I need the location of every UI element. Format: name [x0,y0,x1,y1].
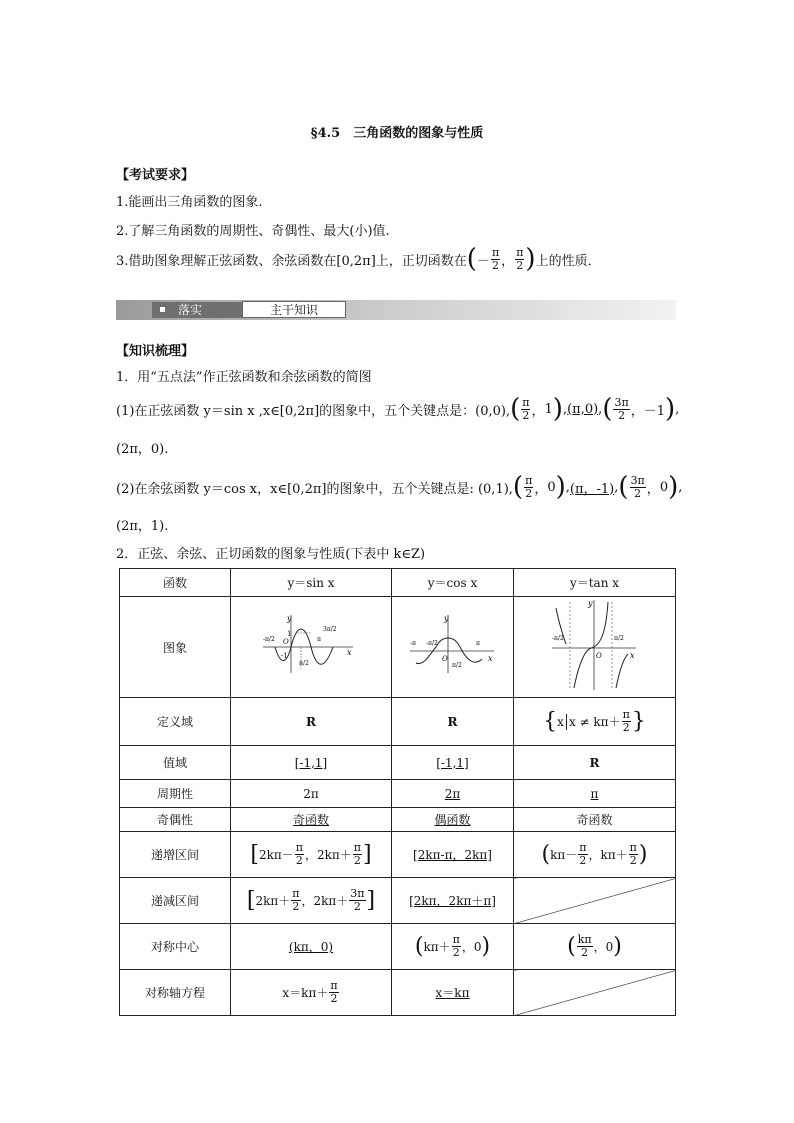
knowledge-item-1b-line2: (2π，1). [116,519,169,534]
axis-cos: x＝kπ [392,970,514,1016]
fraction-pi-2: $\frac{\pi}{2}$ [579,841,587,867]
bracket-close: ] [363,841,372,867]
fraction-pi-2: $\frac{\pi}{2}$ [629,841,637,867]
value-zero: 0 [659,479,669,495]
banner-bullet-icon [160,307,165,312]
knowledge-heading: 【知识梳理】 [116,344,195,359]
close-paren: ) [525,244,536,274]
cos-neg-pi-2-label: -π/2 [425,639,438,647]
fraction-pi-2: $\frac{\pi}{2}$ [525,473,533,500]
row-label-decreasing: 递减区间 [120,878,231,924]
period-sin: 2π [231,780,392,808]
banner-right: 主干知识 [242,301,346,318]
row-label-axis: 对称轴方程 [120,970,231,1016]
cos-y-label: y [443,613,449,623]
period-tan: π [514,780,676,808]
sin-neg-one-label: -1 [281,651,288,660]
bracket-close: ] [366,887,376,913]
open-paren: ( [602,394,613,424]
fraction-pi-2: $\frac{\pi}{2}$ [295,841,303,867]
cos-pi-2-label: π/2 [451,661,462,669]
banner-left-label: 落实 [178,303,203,317]
tan-y-label: y [587,599,593,608]
increasing-tan-a: kπ－ [550,848,578,862]
fraction-3pi-2: $\frac{3\pi}{2}$ [630,473,645,500]
range-cos: [-1,1] [392,746,514,780]
bracket-open: [ [246,887,256,913]
sin-graph [261,611,361,681]
exam-req-item-3-text: 3.借助图象理解正弦函数、余弦函数在[0,2π]上，正切函数在 [116,253,467,269]
table-row [120,569,676,597]
brace-close: } [631,708,646,734]
fraction-pi-2: $\frac{\pi}{2}$ [522,395,530,422]
tan-x-label: x [629,651,635,660]
fraction-pi-2: $\frac{\pi}{2}$ [452,933,460,959]
domain-cos: R [392,698,514,746]
item-1b-text: (2)在余弦函数 y＝cos x，x∈[0,2π]的图象中，五个关键点是: (0,1), [116,481,513,497]
tan-curve [616,654,628,688]
increasing-sin-b: ，2kπ＋ [305,848,352,862]
decreasing-sin-a: 2kπ＋ [255,894,291,908]
row-label-parity: 奇偶性 [120,808,231,832]
cos-o-label: O [441,654,448,663]
table-row [120,832,676,878]
row-label-increasing: 递增区间 [120,832,231,878]
comma: ， [531,403,545,419]
center-tan-b: ，0 [593,940,614,954]
divider [566,714,567,730]
axis-sin-text: x＝kπ＋ [282,986,329,1000]
point-pi-0: (π,0) [567,401,599,417]
fraction-pi-2: $\frac{\pi}{2}$ [622,708,630,734]
table-row [120,808,676,832]
fraction-3pi-2: $\frac{3\pi}{2}$ [350,887,365,913]
center-cos-b: ，0 [461,940,482,954]
increasing-cos: [2kπ-π，2kπ] [392,832,514,878]
axis-tan-empty [514,970,676,1016]
knowledge-item-2: 2．正弦、余弦、正切函数的图象与性质(下表中 k∈Z) [116,547,426,562]
exam-req-item-1: 1.能画出三角函数的图象. [116,195,263,210]
close-paren: ) [552,394,563,424]
item-1a-text: (1)在正弦函数 y＝sin x ,x∈[0,2π]的图象中，五个关键点是：(0,0), [116,403,511,419]
knowledge-item-1: 1．用“五点法”作正弦函数和余弦函数的简图 [116,370,372,385]
close-paren: ) [668,472,679,502]
increasing-sin-a: 2kπ－ [258,848,294,862]
domain-sin: R [231,698,392,746]
exam-req-item-3-tail: 上的性质． [535,253,601,269]
table-row [120,780,676,808]
center-cos [392,924,514,970]
open-paren: ( [466,244,477,274]
sin-x-label: x [347,647,352,657]
tan-curve [574,602,608,688]
fraction-pi-2: $\frac{\pi}{2}$ [330,979,338,1005]
row-label-domain: 定义域 [120,698,231,746]
sin-graph-cell [231,597,392,698]
paren-open: ( [541,841,551,867]
tan-graph [550,598,640,693]
row-label-center: 对称中心 [120,924,231,970]
row-label-range: 值域 [120,746,231,780]
fraction-neg-pi-2: $\frac{\pi}{2}$ [491,245,500,272]
value-zero: 0 [547,479,556,495]
range-sin: [-1,1] [231,746,392,780]
parity-cos: 偶函数 [392,808,514,832]
sin-one-label: 1 [287,629,292,638]
paren-open: ( [567,933,576,959]
decreasing-sin-b: ，2kπ＋ [301,894,349,908]
paren-open: ( [414,933,424,959]
open-paren: ( [618,472,629,502]
cos-graph-cell [392,597,514,698]
cos-pi-label: π [475,639,480,647]
decreasing-tan-empty [514,878,676,924]
tan-o-label: O [595,652,602,660]
point-pi-neg1: (π，-1) [569,481,615,497]
domain-tan-cond: x ≠ kπ＋ [568,715,621,729]
decreasing-sin [231,878,392,924]
close-paren: ) [665,394,676,424]
sin-y-label: y [287,613,292,623]
section-banner [116,300,676,320]
center-cos-a: kπ＋ [423,940,451,954]
bracket-open: [ [250,841,259,867]
comma: ， [501,253,515,269]
paren-close: ) [481,933,491,959]
fraction-kpi-2: $\frac{k\pi}{2}$ [577,933,592,959]
table-row [120,746,676,780]
table-header: y＝cos x [392,569,514,597]
parity-tan: 奇函数 [514,808,676,832]
knowledge-item-1a: (1)在正弦函数 y＝sin x ,x∈[0,2π]的图象中，五个关键点是：(0,0), ( $\frac{\pi}{2}$ ， 1 ) , (π,0) , ( $\frac{3\pi}{2}$ ， －1 ) , [116,394,680,424]
knowledge-item-1a-line2: (2π，0). [116,442,169,457]
paren-close: ) [638,841,648,867]
increasing-tan [514,832,676,878]
cos-graph [408,611,498,681]
comma: ， [534,481,548,497]
table-row [120,970,676,1016]
parity-sin: 奇函数 [231,808,392,832]
table-row [120,878,676,924]
period-cos: 2π [392,780,514,808]
value-neg-one: －1 [643,403,665,419]
paren-close: ) [613,933,622,959]
table-row [120,597,676,698]
knowledge-item-1b: (2)在余弦函数 y＝cos x，x∈[0,2π]的图象中，五个关键点是: (0,1), ( $\frac{\pi}{2}$ ， 0 ) , (π，-1) , ( $\frac{3\pi}{2}$ ， 0 ) , [116,472,683,502]
sin-pi-label: π [317,635,321,643]
row-label-graph: 图象 [120,597,231,698]
sin-o-label: O [283,637,289,646]
brace-open: { [543,708,558,734]
center-tan [514,924,676,970]
table-row [120,698,676,746]
page-title: §4.5 三角函数的图象与性质 [310,126,484,141]
exam-req-item-3 [116,246,601,272]
exam-req-item-2: 2.了解三角函数的周期性、奇偶性、最大(小)值. [116,224,390,239]
increasing-sin [231,832,392,878]
value-one: 1 [544,401,553,417]
banner-left [152,302,244,318]
comma: ， [630,403,644,419]
sin-pi-2-label: π/2 [299,659,309,667]
sin-3pi-2-label: 3π/2 [323,625,337,633]
fraction-pi-2: $\frac{\pi}{2}$ [292,887,300,913]
fraction-pi-2: $\frac{\pi}{2}$ [353,841,362,867]
axis-sin [231,970,392,1016]
fraction-pi-2: $\frac{\pi}{2}$ [516,245,524,272]
close-paren: ) [555,472,566,502]
range-tan: R [514,746,676,780]
open-paren: ( [510,394,521,424]
table-header: 函数 [120,569,231,597]
cos-neg-pi-label: -π [409,639,416,647]
domain-tan-var: x [557,714,564,729]
increasing-tan-b: ，kπ＋ [588,848,628,862]
exam-req-heading: 【考试要求】 [116,168,195,183]
table-row [120,924,676,970]
cos-x-label: x [487,653,493,663]
decreasing-cos: [2kπ，2kπ＋π] [392,878,514,924]
open-paren: ( [512,472,524,502]
center-sin: (kπ，0) [231,924,392,970]
sin-neg-pi-2-label: -π/2 [263,635,275,643]
tan-pi-2-label: π/2 [613,635,624,642]
tan-graph-cell [514,597,676,698]
domain-tan [514,698,676,746]
tan-neg-pi-2-label: -π/2 [551,635,564,642]
table-header: y＝sin x [231,569,392,597]
table-header: y＝tan x [514,569,676,597]
row-label-period: 周期性 [120,780,231,808]
comma: ， [646,481,660,497]
neg-sign: － [476,253,490,269]
fraction-3pi-2: $\frac{3\pi}{2}$ [614,395,629,422]
properties-table [119,568,676,1016]
